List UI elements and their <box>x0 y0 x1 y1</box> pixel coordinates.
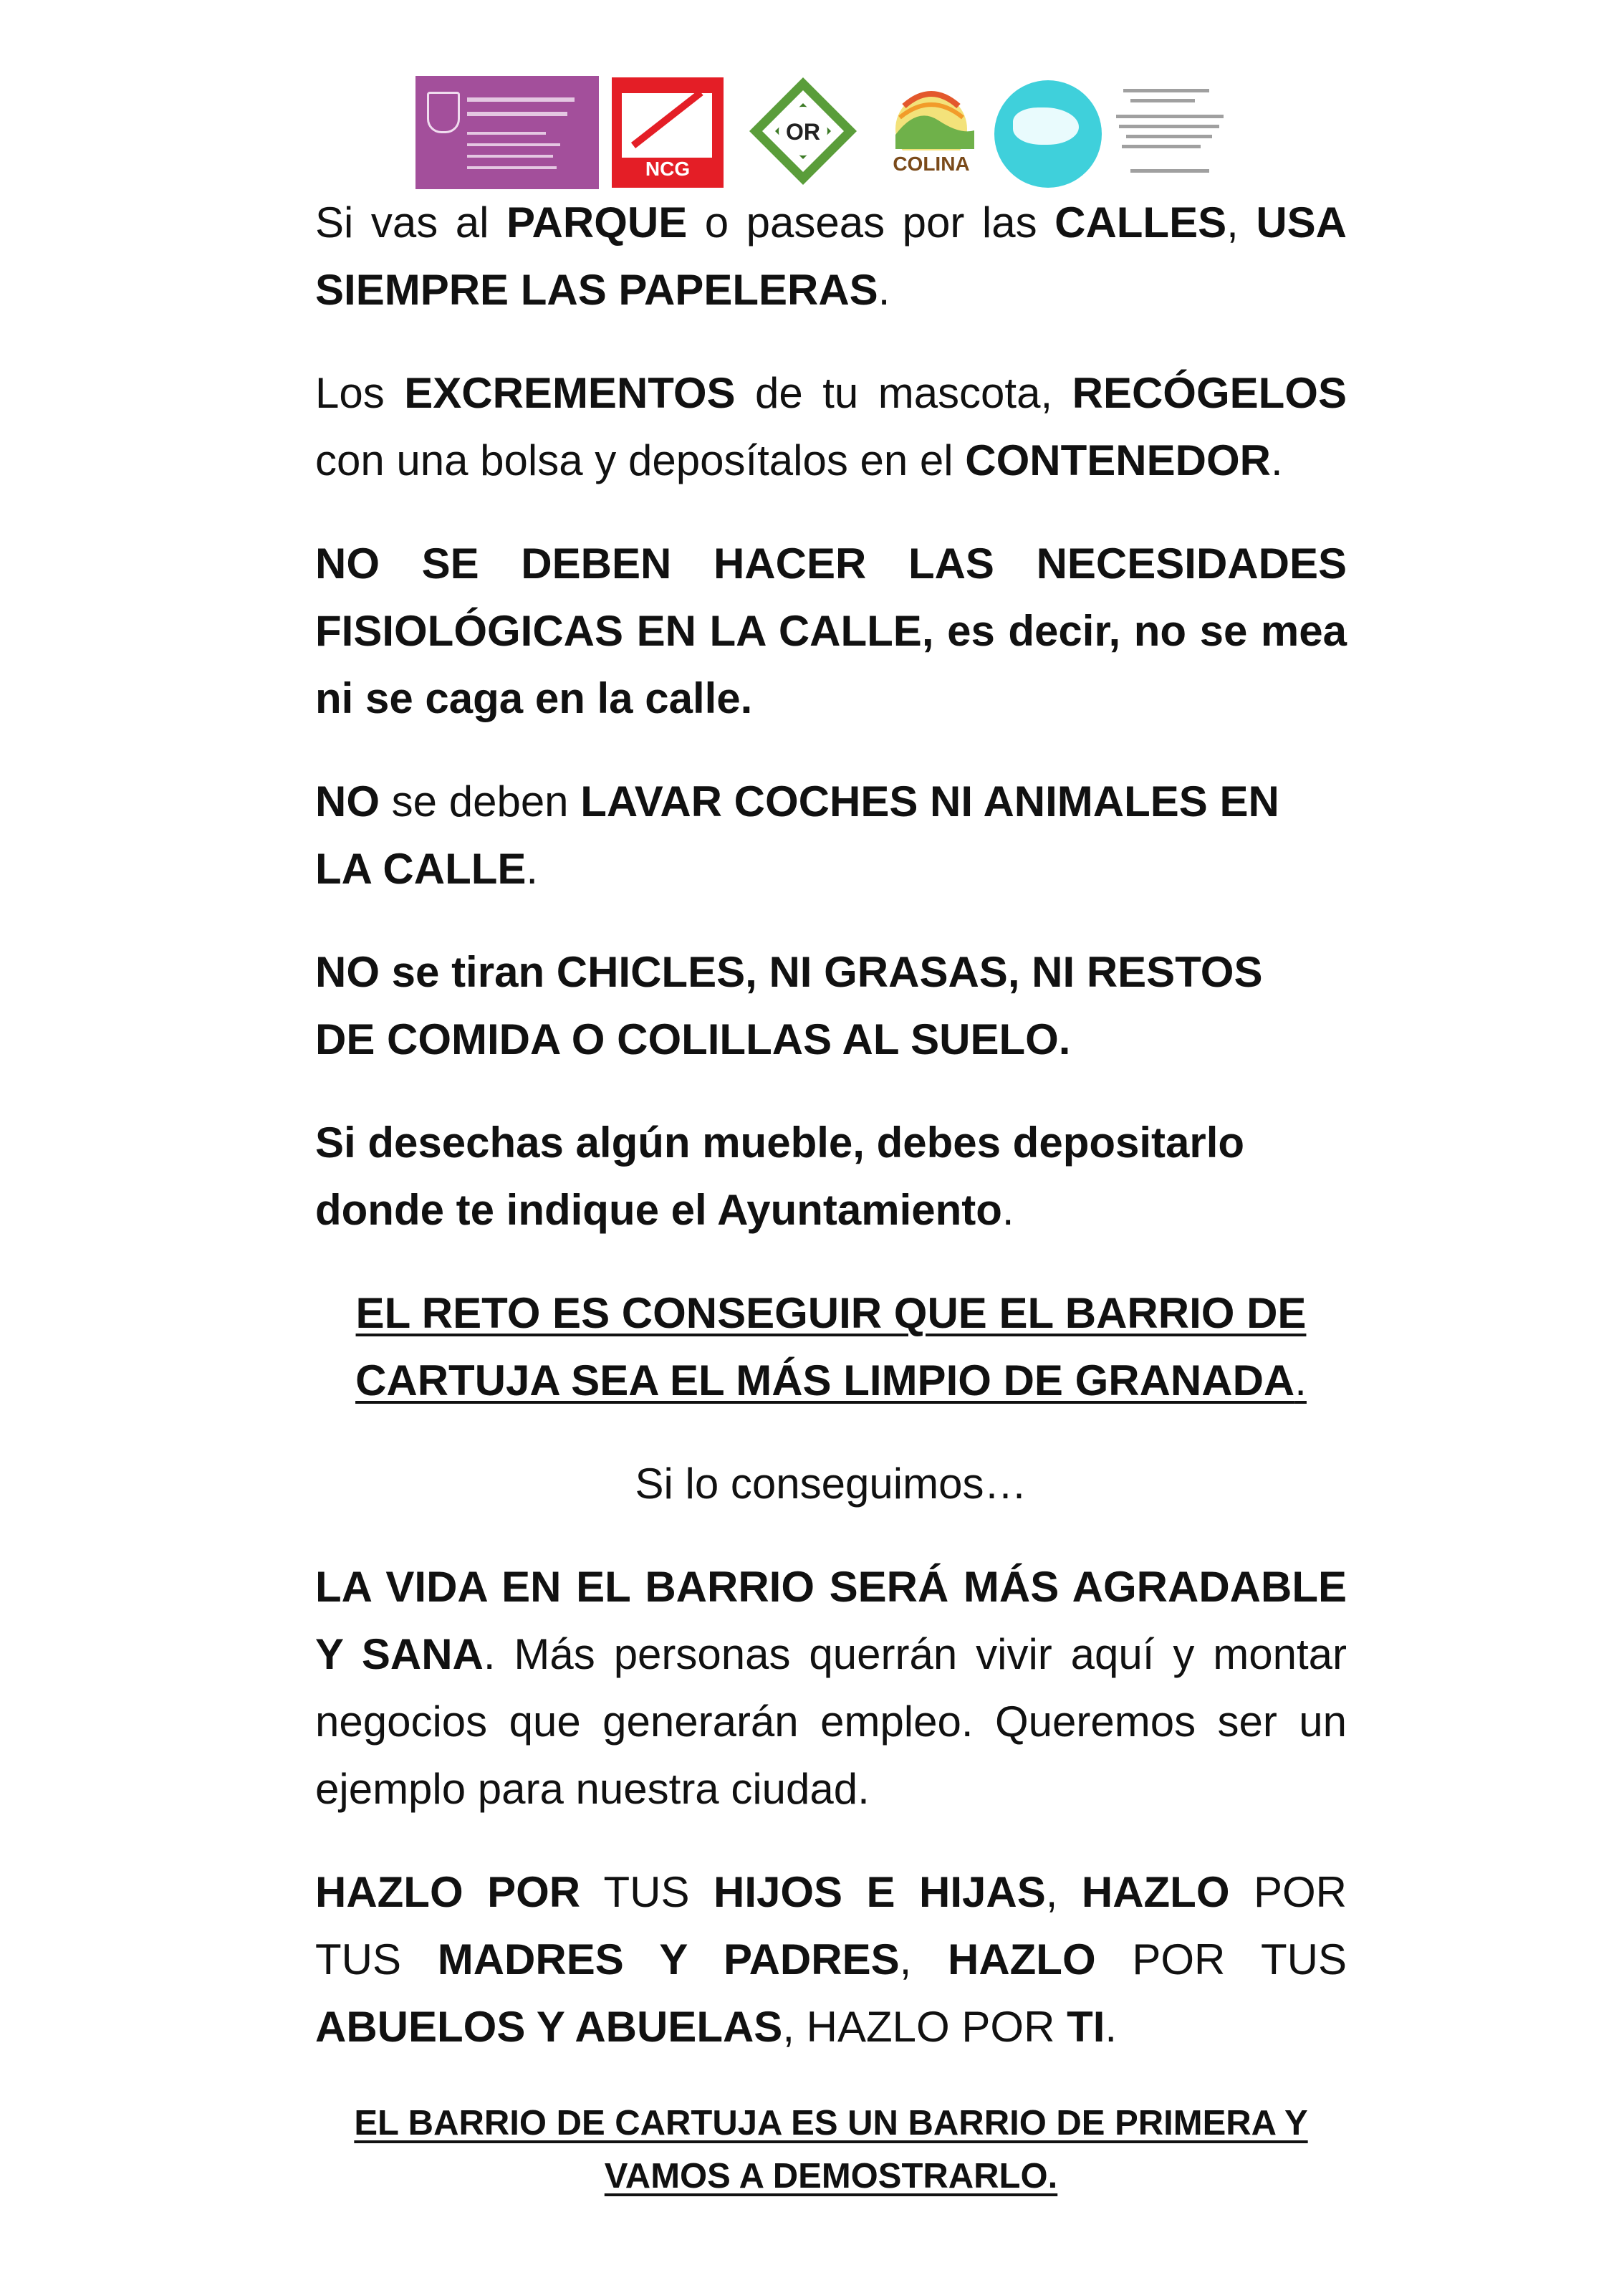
flyer-body <box>315 189 1347 2239</box>
paragraph-mueble: Si desechas algún mueble, debes depositarlo donde te indique el Ayuntamiento. <box>315 1119 1245 1234</box>
text-logo <box>1109 83 1238 183</box>
paragraph-hazlo-por: HAZLO POR TUS HIJOS E HIJAS, HAZLO POR TUS MADRES Y PADRES, HAZLO POR TUS ABUELOS Y ABUELAS, HAZLO POR TI. <box>315 1868 1347 2051</box>
logo-strip <box>415 75 1239 189</box>
paragraph-si-lo-conseguimos: Si lo conseguimos… <box>635 1460 1027 1508</box>
paragraph-necesidades: NO SE DEBEN HACER LAS NECESIDADES FISIOLÓGICAS EN LA CALLE, es decir, no se mea ni se caga en la calle. <box>315 540 1347 722</box>
association-logo <box>994 80 1102 188</box>
colina-logo <box>874 85 989 183</box>
or-diamond-logo <box>746 75 860 188</box>
paragraph-papeleras: Si vas al PARQUE o paseas por las CALLES, USA SIEMPRE LAS PAPELERAS. <box>315 198 1347 314</box>
paragraph-excrementos: Los EXCREMENTOS de tu mascota, RECÓGELOS con una bolsa y deposítalos en el CONTENEDOR. <box>315 369 1347 484</box>
paragraph-chicles: NO se tiran CHICLES, NI GRASAS, NI RESTOS DE COMIDA O COLILLAS AL SUELO. <box>315 948 1263 1063</box>
ncg-logo-text: NCG <box>645 158 691 180</box>
ncg-logo <box>612 77 724 188</box>
paragraph-vida-barrio: LA VIDA EN EL BARRIO SERÁ MÁS AGRADABLE Y SANA. Más personas querrán vivir aquí y montar negocios que generarán empleo. Queremos ser un ejemplo para nuestra ciudad. <box>315 1563 1347 1813</box>
colina-logo-text: COLINA <box>893 153 970 175</box>
university-of-granada-logo <box>415 76 599 189</box>
crest-icon <box>427 92 460 133</box>
or-logo-text: OR <box>786 119 820 145</box>
challenge-heading: EL RETO ES CONSEGUIR QUE EL BARRIO DE CARTUJA SEA EL MÁS LIMPIO DE GRANADA. <box>355 1289 1307 1404</box>
closing-slogan: EL BARRIO DE CARTUJA ES UN BARRIO DE PRIMERA Y VAMOS A DEMOSTRARLO. <box>354 2104 1308 2196</box>
paragraph-lavar-coches: NO se deben LAVAR COCHES NI ANIMALES EN LA CALLE. <box>315 777 1279 893</box>
